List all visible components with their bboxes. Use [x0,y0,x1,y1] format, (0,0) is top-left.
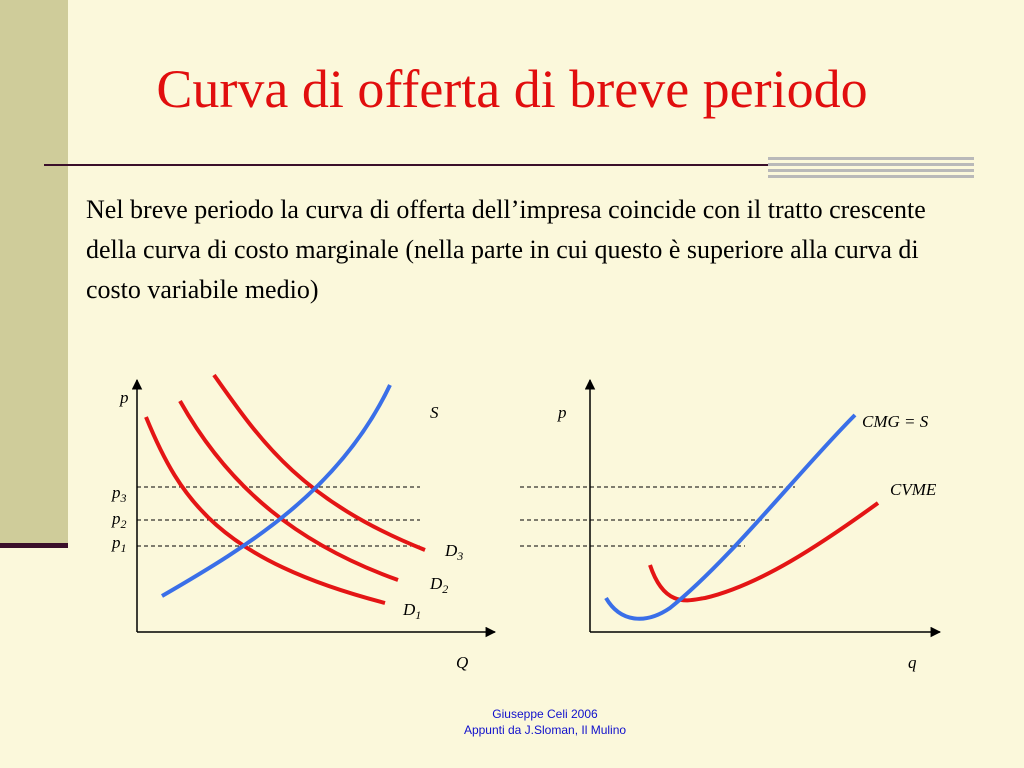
marginal-cost-label: CMG = S [862,412,929,431]
left-chart [111,375,495,672]
d1-label: $D_1$ [403,600,422,622]
d2-label: $D_2$ [430,574,449,596]
average-variable-cost-label: CVME [890,480,937,499]
p1-label: $p_1$ [112,533,127,555]
footer-source: Appunti da J.Sloman, Il Mulino [463,723,627,737]
slide-footer [0,706,1024,738]
slide-title: Curva di offerta di breve periodo [156,59,868,119]
p3-label: $p_3$ [112,483,127,505]
p2-label: $p_2$ [112,509,127,531]
demand-curve-d3 [214,375,425,550]
supply-curve-label: S [430,403,439,422]
slide-body-text: Nel breve periodo la curva di offerta dell’impresa coincide con il tratto crescente della curva di costo marginale (nella parte in cui questo è superiore alla curva di costo variabile medio) [86,195,926,304]
right-y-axis-label: p [558,403,567,422]
d3-label: $D_3$ [445,541,464,563]
left-x-axis-label: Q [456,653,469,672]
footer-author: Giuseppe Celi 2006 [492,707,598,721]
average-variable-cost-curve [650,503,878,600]
right-x-axis-label: q [908,653,917,672]
left-y-axis-label: p [120,388,129,407]
right-chart [520,380,940,672]
